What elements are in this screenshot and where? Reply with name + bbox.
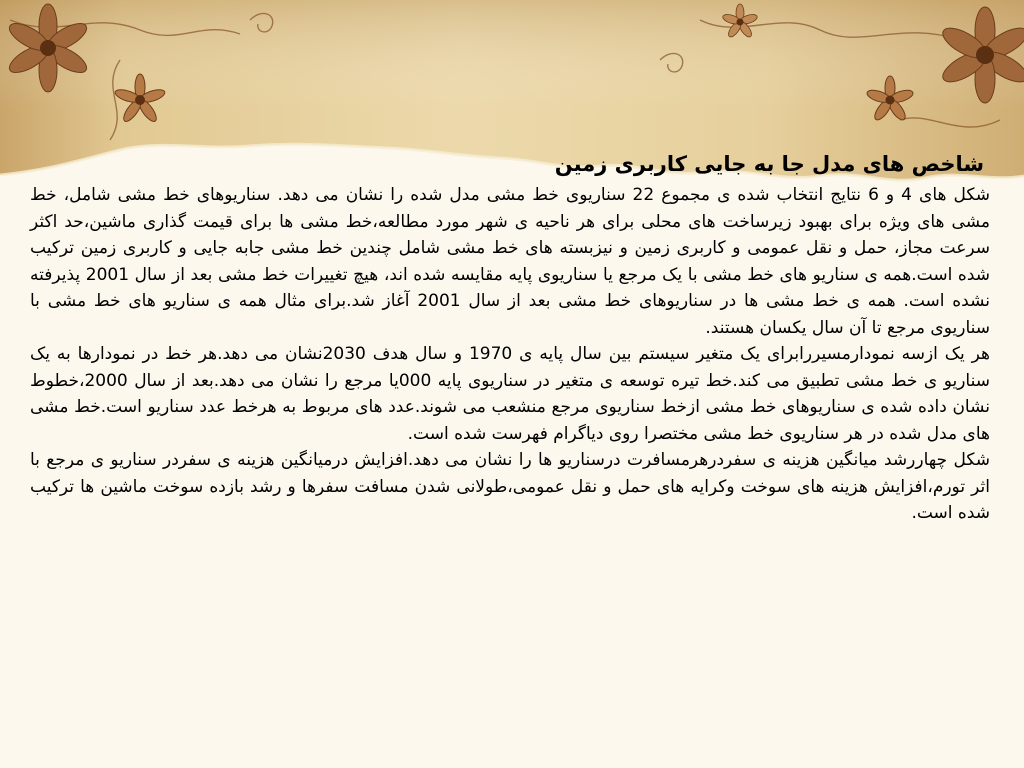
slide-content	[30, 150, 990, 527]
flower-right-icon	[938, 7, 1024, 103]
slide-title: شاخص های مدل جا به جایی کاربری زمین	[554, 152, 984, 176]
paragraph-3: شکل چهاررشد میانگین هزینه ی سفردرهرمسافرت درسناریو ها را نشان می دهد.افزایش درمیانگین هزینه ی سفردر سناریو ی مرجع با اثر تورم،افزایش هزینه های سوخت وکرایه های حمل و نقل عمومی،طولانی شدن مسافت سفرها و رشد بازده سوخت ماشین ها ترکیب شده است.	[30, 450, 990, 523]
paragraph-1: شکل های 4 و 6 نتایج انتخاب شده ی مجموع 22 سناریوی خط مشی مدل شده را نشان می دهد. سناریوهای خط مشی شامل، خط مشی های ویژه برای بهبود زیرساخت های محلی برای هر ناحیه ی شهر مورد مطالعه،خط مشی ها برای قیمت گذاری ماشین،حد اکثر سرعت مجاز، حمل و نقل عمومی و کاربری زمین و نیزبسته های خط مشی شامل چندین خط مشی جابه جایی و کاربری زمین ترکیب شده است.همه ی سناریو های خط مشی با یک مرجع یا سناریوی پایه مقایسه شده اند، هیچ تغییرات خط مشی بعد از سال 2001 پذیرفته نشده است. همه ی خط مشی ها در سناریوهای خط مشی بعد از سال 2001 آغاز شد.برای مثال همه ی سناریو های خط مشی با سناریوی مرجع تا آن سال یکسان هستند.	[30, 185, 991, 338]
flower-left-small-icon	[114, 74, 167, 124]
flower-right-small-icon	[866, 76, 915, 122]
flower-top-center-icon	[722, 4, 759, 39]
flower-left-icon	[5, 4, 90, 92]
paragraph-2: هر یک ازسه نمودارمسیررابرای یک متغیر سیستم بین سال پایه ی 1970 و سال هدف 2030نشان می دهد.هر خط در نمودارها به یک سناریو ی خط مشی تطبیق می کند.خط تیره توسعه ی متغیر در سناریوی پایه 000یا مرجع را نشان می دهد.بعد از سال 2000،خطوط نشان داده شده ی سناریوهای خط مشی ازخط سناریوی مرجع منشعب می شوند.عدد های مربوط به هرخط عدد سناریو است.خط مشی های مدل شده در هر سناریوی خط مشی مختصرا روی دیاگرام فهرست شده است.	[30, 344, 990, 444]
